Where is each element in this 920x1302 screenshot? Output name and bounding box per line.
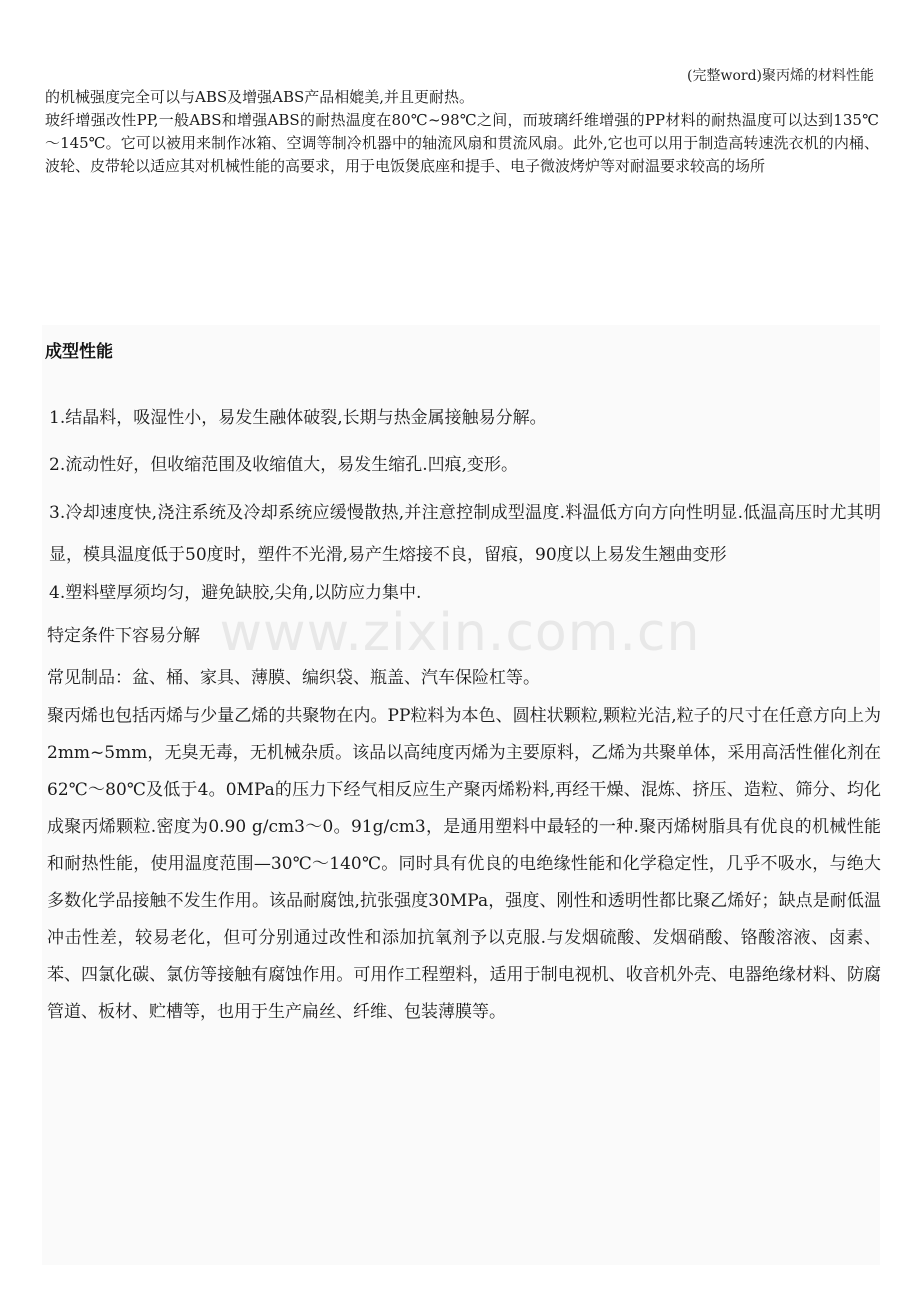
section-body xyxy=(47,403,881,1031)
note-paragraph: 特定条件下容易分解 xyxy=(47,625,200,646)
section-heading: 成型性能 xyxy=(45,342,113,362)
intro-paragraph: 的机械强度完全可以与ABS及增强ABS产品相媲美,并且更耐热。 xyxy=(45,88,475,106)
intro-block xyxy=(45,86,879,178)
list-item: 2.流动性好，但收缩范围及收缩值大，易发生缩孔.凹痕,变形。 xyxy=(49,455,519,476)
list-item: 3.冷却速度快,浇注系统及冷却系统应缓慢散热,并注意控制成型温度.料温低方向方向性明显.低温高压时尤其明显，模具温度低于50度时，塑件不光滑,易产生熔接不良，留痕，90度以上易发生翘曲变形 xyxy=(49,502,881,565)
description-paragraph: 聚丙烯也包括丙烯与少量乙烯的共聚物在内。PP粒料为本色、圆柱状颗粒,颗粒光洁,粒子的尺寸在任意方向上为2mm~5mm，无臭无毒，无机械杂质。该品以高纯度丙烯为主要原料，乙烯为共聚单体，采用高活性催化剂在62℃～80℃及低于4。0MPa的压力下经气相反应生产聚丙烯粉料,再经干燥、混炼、挤压、造粒、筛分、均化成聚丙烯颗粒.密度为0.90 g/cm3～0。91g/cm3，是通用塑料中最轻的一种.聚丙烯树脂具有优良的机械性能和耐热性能，使用温度范围—30℃～140℃。同时具有优良的电绝缘性能和化学稳定性，几乎不吸水，与绝大多数化学品接触不发生作用。该品耐腐蚀,抗张强度30MPa，强度、刚性和透明性都比聚乙烯好；缺点是耐低温冲击性差，较易老化，但可分别通过改性和添加抗氧剂予以克服.与发烟硫酸、发烟硝酸、铬酸溶液、卤素、苯、四氯化碳、氯仿等接触有腐蚀作用。可用作工程塑料，适用于制电视机、收音机外壳、电器绝缘材料、防腐管道、板材、贮槽等，也用于生产扁丝、纤维、包装薄膜等。 xyxy=(47,706,881,1023)
list-item: 4.塑料壁厚须均匀，避免缺胶,尖角,以防应力集中. xyxy=(49,583,422,604)
running-header: (完整word)聚丙烯的材料性能 xyxy=(687,68,874,84)
common-products-paragraph: 常见制品：盆、桶、家具、薄膜、编织袋、瓶盖、汽车保险杠等。 xyxy=(47,668,540,689)
list-item: 1.结晶料，吸湿性小，易发生融体破裂,长期与热金属接触易分解。 xyxy=(49,408,547,428)
intro-paragraph: 玻纤增强改性PP,一般ABS和增强ABS的耐热温度在80℃~98℃之间，而玻璃纤维增强的PP材料的耐热温度可以达到135℃～145℃。它可以被用来制作冰箱、空调等制冷机器中的轴流风扇和贯流风扇。此外,它也可以用于制造高转速洗衣机的内桶、波轮、皮带轮以适应其对机械性能的高要求，用于电饭煲底座和提手、电子微波烤炉等对耐温要求较高的场所 xyxy=(45,111,879,175)
molding-properties-section xyxy=(42,325,880,1265)
